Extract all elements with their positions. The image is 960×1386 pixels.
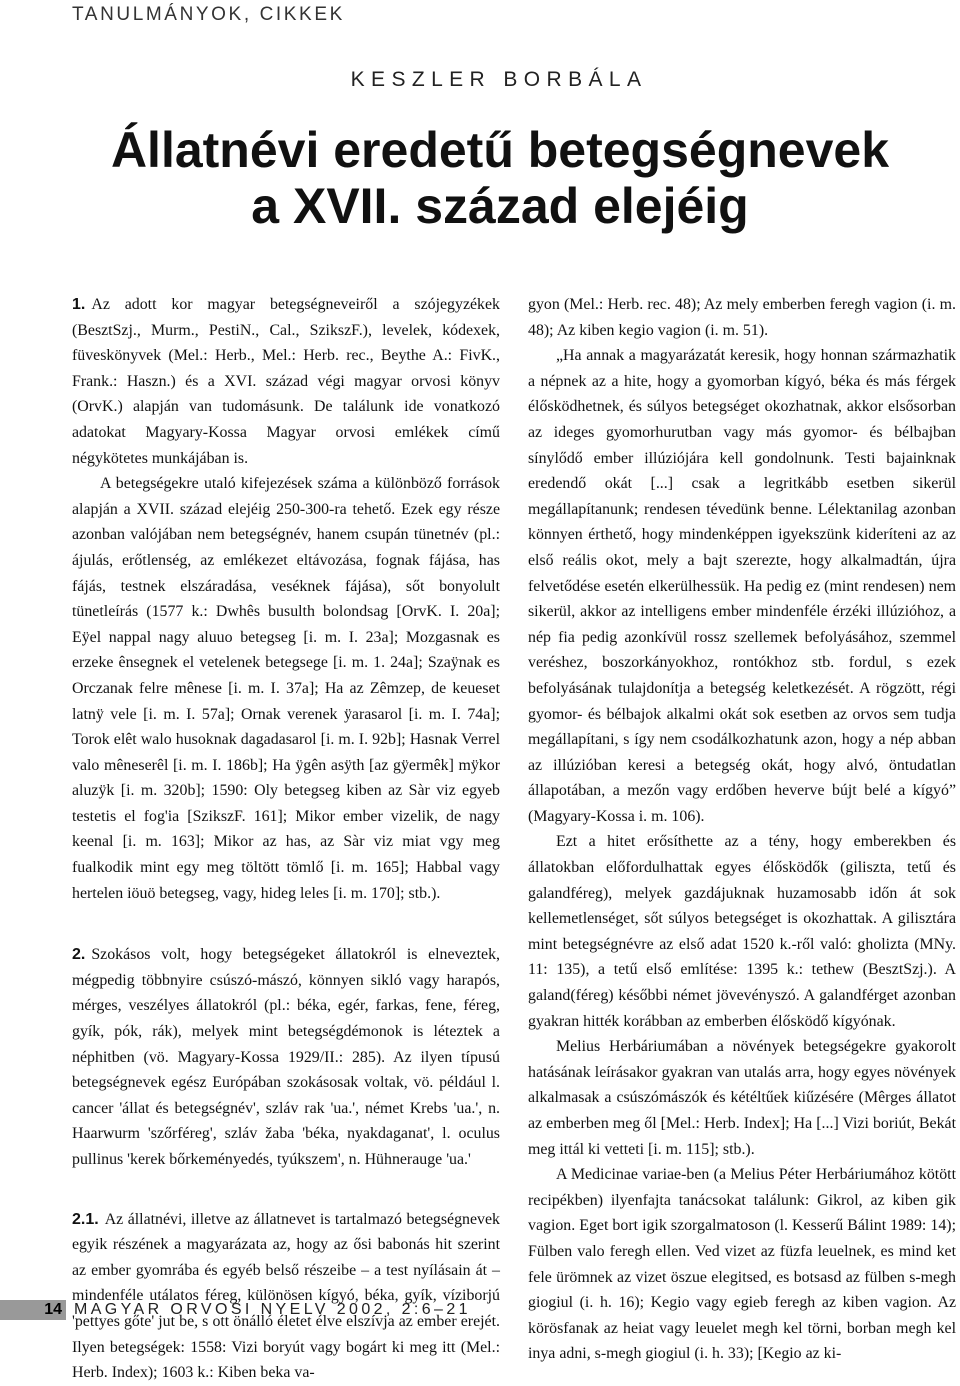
page-footer <box>0 1300 960 1324</box>
section-1-paragraph-2: A betegségekre utaló kifejezések száma a különböző források alapján a XVII. század elejéig 250-300-ra tehető. Ezek egy része azonban valójában nem betegségnév, hanem csupán tünetnév (pl.: ájulás, erőtlenség, az emlékezet eltávozása, fognak fájása, has fájás, testnek elszáradása, veséknek fájása), sőt bonyolult tünetleírás (1577 k.: Dwhês busulth bolondsag [OrvK. I. 20a]; Eÿel nappal nagy aluuo betegseg [i. m. I. 23a]; Mozgasnak es erzeke ênsegnek el vetelenek betegsege [i. m. 1. 24a]; Szaÿnak es Orczanak felre mênese [i. m. I. 37a]; Ha az Zêmzep, de keueset latnÿ vele [i. m. I. 57a]; Ornak verenek ÿarasarol [i. m. I. 74a]; Torok elêt walo husoknak dagadasarol [i. m. I. 92b]; Hasnak Verrel valo mêneserêl [i. m. I. 186b]; Ha ÿgên asÿth [az gÿermêk] mÿkor aluzÿk [i. m. 320b]; 1590: Oly betegseg kiben az Sàr viz egyeb testetis el fog'ia [SzikszF. 161]; Mikor ember vizelik, de nagy keenal [i. m. 163]; Mikor az has, az Sàr viz miat vgy meg fualkodik mint egy meg töltött tömlő [i. m. 165]; Habbal vagy hertelen iöuö betegseg, vagy, hideg leles [i. m. 170]; stb.). <box>72 475 500 902</box>
section-1-text-1: Az adott kor magyar betegségneveiről a szójegyzékek (BesztSzj., Murm., PestiN., Cal., SzikszF.), levelek, kódexek, füveskönyvek (Mel.: Herb., Mel.: Herb. rec., Beythe A.: FivK., Frank.: Haszn.) és a XVI. század végi magyar orvosi könyv (OrvK.) alapján van tudomásunk. De találunk ide vonatkozó adatokat Magyary-Kossa Magyar orvosi emlékek című négykötetes munkájában is. <box>72 296 500 467</box>
section-2-1-paragraph-1 <box>72 1207 500 1386</box>
section-2-text-1: Szokásos volt, hogy betegségeket állatokról is elneveztek, mégpedig többnyire csúszó-mászó, könnyen sikló vagy harapós, mérges, veszélyes állatokról (pl.: béka, egér, farkas, fene, féreg, gyík, pók, rák), melyek mint betegségdémonok is léteztek a néphitben (vö. Magyary-Kossa 1929/II.: 285). Az ilyen típusú betegségnevek egész Európában szokásosak voltak, vö. például l. cancer 'állat és betegségnév', szláv rak 'ua.', német Krebs 'ua.', n. Haarwurm 'szőrféreg', szláv žaba 'béka, nyakdaganat', l. oculus pullinus 'kerek bőrkeményedés, tyúkszem', n. Hühnerauge 'ua.' <box>72 946 500 1168</box>
author-name: KESZLER BORBÁLA <box>350 68 648 91</box>
right-paragraph-1: gyon (Mel.: Herb. rec. 48); Az mely emberben feregh vagion (i. m. 48); Az kiben kegio vagion (i. m. 51). <box>528 296 956 339</box>
section-2-1-text-1: Az állatnévi, illetve az állatnevet is tartalmazó betegségnevek egyik részének a magyarázata az, hogy az ősi babonás hit szerint az ember gyomrába és egyéb belső részeibe – a test nyílásain át – mindenféle utálatos féreg, különösen kígyó, béka, gyík, víziborjú 'pettyes gőte' jut be, s ott önálló életet élve elszívja az ember erejét. Ilyen betegségek: 1558: Vizi boryút vagy bogárt ki meg itt (Mel.: Herb. Index); 1603 k.: Kiben beka va- <box>72 1210 500 1382</box>
section-2-number: 2. <box>72 946 86 964</box>
right-paragraph-4: Melius Herbáriumában a növények betegségekre gyakorolt hatásának leírásakor gyakran van utalás arra, hogy egyes növények alkalmasak a csúszómászók és kétéltűek kiűzésére (Mêrges állatot az emberben meg ől [Mel.: Herb. Index]; Ha [...] Vizi boriút, Bekát meg ittál ki vetteti [i. m. 115]; stb.). <box>528 1038 956 1158</box>
section-2-1-number: 2.1. <box>72 1210 99 1228</box>
right-column <box>528 292 956 1367</box>
title-line-2: a XVII. század elejéig <box>251 178 749 234</box>
page-number: 14 <box>0 1300 66 1320</box>
section-1-number: 1. <box>72 296 86 313</box>
section-gap <box>72 906 500 942</box>
quote-paragraph: „Ha annak a magyarázatát keresik, hogy honnan származhatik a népnek az a hite, hogy a gyomorban kígyó, béka és más férgek élősködhetnek, és súlyos betegséget okozhatnak, akkor elsősorban az ideges gyomorhurutban vagy más gyomor- és bélbajban sínylődő ember illúziójára kell gondolnunk. Testi bajainknak eredendő okát [...] csak a legritkább esetben sikerül megállapítanunk; rendesen tévedünk benne. Lélektanilag azonban könnyen érthető, hogy mindenképpen igyekszünk kideríteni az az első reális okot, mely a bajt szerezte, hogy alkalmadtán, újra felvetődése esetén elkerülhessük. Ha pedig ez (mint rendesen) nem sikerül, akkor az intelligens ember mindenféle érzéki illúzióhoz, a nép fia pedig azonkívül rossz szellemek befolyásához, szemmel veréshez, boszorkányokhoz, rontókhoz stb. fordul, s ezek befolyásának tulajdonítja a betegség keletkezését. A rögzött, régi gyomor- és bélbajok alkalmi okát sok esetben az orvos sem tudja megállapítani, s így nem csodálkozhatunk azon, hogy a nép abban az illúzióban keresi a betegség okát, hogy alvó, öntudatlan állapotában, a mezőn vagy erdőben heverve bújt belé a kígyó” (Magyary-Kossa i. m. 106). <box>528 347 956 825</box>
title-line-1: Állatnévi eredetű betegségnevek <box>110 122 890 178</box>
article-title <box>0 122 960 234</box>
left-column <box>72 292 500 1386</box>
section-gap <box>72 1173 500 1207</box>
right-paragraph-5: A Medicinae variae-ben (a Melius Péter Herbáriumához kötött recipékben) ilyenfajta tanácsokat találunk: Gikrol, az kiben gik vagion. Eget bort igik szorgalmatoson (l. Kesserű Bálint 1989: 14); Fülben valo feregh ellen. Ved vizet az füzfa leuelnek, es mind ket fele ürömnek az vizet öszue elegitsed, es botsasd az fülben s-megh giogiul (i. h. 16); Kegio vagy egieb feregh az kiben vagion. Az körösfanak az heiat vagy leuelet megh kel törni, borban megh kel inya adni, s-megh giogiul (i. h. 33); [Kegio az ki- <box>528 1166 956 1363</box>
section-2-paragraph-1 <box>72 942 500 1172</box>
section-1-paragraph-1 <box>72 292 500 471</box>
section-label: TANULMÁNYOK, CIKKEK <box>72 4 345 25</box>
journal-citation: MAGYAR ORVOSI NYELV 2002, 2:6–21 <box>74 1301 471 1318</box>
right-paragraph-3: Ezt a hitet erősíthette az a tény, hogy emberekben és állatokban előfordulhattak egyes élősködők (giliszta, tetű és galandféreg), melyek gazdájuknak huzamosabb időn át sok kellemetlenséget, sőt súlyos betegséget is okozhattak. A gilisztára mint betegségnévre az első adat 1520 k.-ről való: gholizta (MNy. 11: 135), a tetű első említése: 1395 k.: tethew (BesztSzj.). A galand(féreg) későbbi német jövevényszó. A galandférget azonban gyakran hitték korábban az emberben élősködő kígyónak. <box>528 833 956 1030</box>
